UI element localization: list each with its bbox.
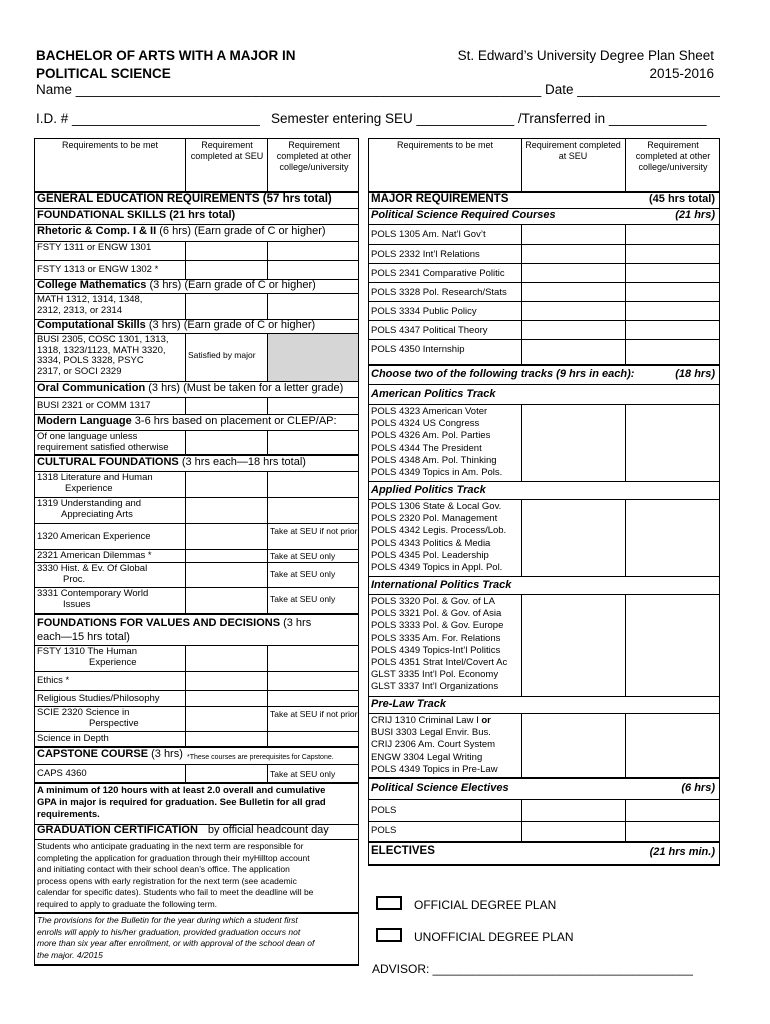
document-title	[36, 47, 296, 83]
c3331-line-1: 3331 Contemporary World	[37, 588, 149, 599]
computational-bold: Computational Skills	[37, 319, 146, 331]
course-item: POLS 4348 Am. Pol. Thinking	[371, 454, 497, 466]
math-bold: College Mathematics	[37, 279, 147, 291]
grad-text-2: completing the application for graduation through their myHilltop account	[37, 852, 310, 863]
other-cell-note: Take at SEU only	[267, 588, 358, 613]
grad-text-3: and initiating contact with their school dean’s office. The application	[37, 864, 290, 874]
oral-rest: (3 hrs) (Must be taken for a letter grade)	[145, 382, 344, 394]
required-heading	[369, 208, 719, 224]
scie-line-1: SCIE 2320 Science in	[37, 707, 130, 718]
seu-cell[interactable]	[185, 472, 267, 497]
international-list	[371, 596, 507, 694]
international-heading	[369, 576, 719, 594]
table-row[interactable]	[35, 293, 358, 319]
course-label: POLS 3334 Public Policy	[371, 306, 477, 317]
academic-year: 2015-2016	[649, 66, 714, 81]
elective-1-label: POLS	[371, 805, 397, 816]
unofficial-degree-plan-label: UNOFFICIAL DEGREE PLAN	[414, 930, 574, 944]
course-item: POLS 4349 Topics in Am. Pols.	[371, 467, 503, 479]
c1318-line-1: 1318 Literature and Human	[37, 472, 153, 483]
computational-heading	[35, 319, 358, 333]
major-heading	[369, 191, 719, 208]
capstone-rest: (3 hrs)	[148, 748, 183, 760]
course-item: POLS 4344 The President	[371, 442, 482, 454]
rhetoric-bold: Rhetoric & Comp. I & II	[37, 225, 157, 237]
seu-cell[interactable]	[521, 405, 625, 481]
capstone-label	[37, 749, 183, 760]
language-label	[37, 416, 337, 427]
ps-electives-heading	[369, 777, 719, 799]
c3330-line-1: 3330 Hist. & Ev. Of Global	[37, 563, 148, 574]
table-row[interactable]	[369, 339, 719, 364]
university-name: St. Edward’s University Degree Plan Sheet	[457, 48, 714, 63]
other-cell[interactable]	[625, 500, 719, 576]
official-degree-plan-label: OFFICIAL DEGREE PLAN	[414, 898, 557, 912]
course-item: POLS 4324 US Congress	[371, 418, 480, 430]
seu-cell[interactable]	[521, 595, 625, 696]
electives-heading	[369, 841, 719, 864]
other-cell[interactable]	[267, 691, 358, 706]
seu-cell[interactable]	[521, 264, 625, 282]
other-cell[interactable]	[625, 321, 719, 339]
minimum-line-2: GPA in major is required for graduation. See Bulletin for all grad	[37, 797, 326, 808]
other-cell-note: Take at SEU only	[267, 550, 358, 562]
values-line-2: each—15 hrs total)	[37, 631, 130, 643]
c1318-line-2: Experience	[65, 482, 113, 494]
values-rest: (3 hrs	[280, 617, 312, 629]
other-cell[interactable]	[625, 822, 719, 841]
table-row[interactable]	[35, 549, 358, 562]
table-row[interactable]	[35, 764, 358, 782]
course-label	[37, 335, 169, 377]
course-item: POLS 4349 Topics in Pre-Law	[371, 763, 498, 775]
math-heading	[35, 279, 358, 293]
course-item: CRIJ 2306 Am. Court System	[371, 739, 496, 751]
left-table	[34, 138, 359, 966]
table-row[interactable]	[369, 224, 719, 244]
university-header	[458, 47, 714, 83]
title-line-1: BACHELOR OF ARTS WITH A MAJOR IN	[36, 48, 296, 63]
left-column-header	[35, 138, 358, 191]
other-cell[interactable]	[625, 714, 719, 777]
table-row[interactable]	[369, 301, 719, 320]
prelaw-list	[371, 715, 498, 776]
other-cell[interactable]	[267, 242, 358, 260]
language-heading	[35, 414, 358, 430]
values-heading	[35, 613, 358, 645]
course-item: POLS 3320 Pol. & Gov. of LA	[371, 596, 495, 607]
bulletin-3: more than six year after enrollment, or with approval of the school dean of	[37, 938, 315, 948]
american-list	[371, 406, 502, 479]
seu-cell[interactable]	[521, 800, 625, 821]
course-item: POLS 3335 Am. For. Relations	[371, 632, 501, 644]
choose-label: Choose two of the following tracks (9 hrs in each):	[371, 368, 635, 380]
course-item: POLS 4342 Legis. Process/Lob.	[371, 525, 507, 537]
table-row[interactable]	[35, 260, 358, 279]
seu-cell: Satisfied by major	[185, 334, 267, 381]
table-row[interactable]	[369, 263, 719, 282]
language-note-1: Of one language unless	[37, 431, 138, 442]
other-cell[interactable]	[267, 732, 358, 746]
seu-cell[interactable]	[185, 242, 267, 260]
other-cell[interactable]	[267, 398, 358, 414]
course-label: Science in Depth	[37, 733, 109, 744]
table-row[interactable]	[369, 799, 719, 821]
math-courses-2: 2312, 2313, or 2314	[37, 304, 123, 316]
c3331-line-2: Issues	[63, 598, 91, 610]
course-label: POLS 2332 Int’l Relations	[371, 249, 480, 260]
course-label	[37, 432, 168, 453]
course-label	[37, 708, 139, 729]
capstone-bold: CAPSTONE COURSE	[37, 748, 149, 760]
seu-cell[interactable]	[185, 398, 267, 414]
cultural-rest: (3 hrs each—18 hrs total)	[178, 456, 306, 468]
minimum-line-1: A minimum of 120 hours with at least 2.0 overall and cumulative	[37, 785, 326, 796]
international-label: International Politics Track	[371, 579, 512, 591]
advisor-signature-line[interactable]: ADVISOR: _______________________________________	[372, 962, 693, 976]
cultural-heading	[35, 454, 358, 471]
seu-cell[interactable]	[521, 714, 625, 777]
other-cell[interactable]	[267, 472, 358, 497]
course-item: POLS 3321 Pol. & Gov. of Asia	[371, 608, 502, 620]
choose-hours: (18 hrs)	[675, 368, 715, 380]
course-item: POLS 4349 Topics-Int’l Politics	[371, 644, 501, 656]
oral-label	[37, 383, 343, 394]
graduation-rest: by official headcount day	[207, 824, 329, 836]
course-label	[37, 499, 141, 520]
foundational-label: FOUNDATIONAL SKILLS (21 hrs total)	[37, 209, 236, 221]
language-rest: 3-6 hrs based on placement or CLEP/AP:	[131, 415, 337, 427]
seu-cell[interactable]	[185, 261, 267, 279]
right-col-req-title: Requirements to be met	[396, 140, 494, 150]
seu-cell[interactable]	[521, 283, 625, 301]
course-label: POLS 4347 Political Theory	[371, 325, 488, 336]
course-label	[37, 473, 153, 494]
other-cell[interactable]	[625, 340, 719, 364]
fsty1310-line-2: Experience	[89, 656, 137, 668]
seu-cell[interactable]	[185, 765, 267, 782]
course-label	[37, 647, 137, 668]
seu-cell[interactable]	[185, 588, 267, 613]
american-heading	[369, 384, 719, 404]
other-cell[interactable]	[625, 800, 719, 821]
seu-cell[interactable]	[185, 646, 267, 671]
prelaw-course-list	[371, 727, 498, 776]
course-item: POLS 4343 Politics & Media	[371, 537, 491, 549]
math-rest: (3 hrs) (Earn grade of C or higher)	[146, 279, 316, 291]
seu-cell[interactable]	[185, 550, 267, 562]
table-row[interactable]	[369, 821, 719, 841]
course-item: POLS 3333 Pol. & Gov. Europe	[371, 620, 504, 632]
table-row[interactable]	[369, 320, 719, 339]
gen-ed-label: GENERAL EDUCATION REQUIREMENTS (57 hrs total)	[37, 193, 332, 205]
other-cell[interactable]	[625, 302, 719, 320]
c3330-line-2: Proc.	[63, 573, 86, 585]
table-row[interactable]	[35, 241, 358, 260]
rhetoric-heading	[35, 224, 358, 241]
course-item: POLS 4345 Pol. Leadership	[371, 549, 489, 561]
computational-rest: (3 hrs) (Earn grade of C or higher)	[145, 319, 316, 331]
name-date-line[interactable]: Name ______________________________________________________________ Date ___________________	[36, 82, 720, 97]
seu-cell[interactable]	[521, 340, 625, 364]
grad-text-5: calendar for specific dates). Students who fail to meet the deadline will be	[37, 887, 314, 897]
values-bold: FOUNDATIONS FOR VALUES AND DECISIONS	[37, 617, 281, 629]
seu-cell[interactable]	[185, 691, 267, 706]
course-item: POLS 4323 American Voter	[371, 406, 488, 417]
graduation-label	[37, 825, 329, 836]
seu-cell[interactable]	[185, 732, 267, 746]
course-label: POLS 3328 Pol. Research/Stats	[371, 287, 507, 298]
comp-courses-2: 1318, 1323/1123, MATH 3320,	[37, 344, 166, 356]
course-item: POLS 1306 State & Local Gov.	[371, 501, 502, 512]
course-label: FSTY 1311 or ENGW 1301	[37, 242, 152, 253]
other-cell[interactable]	[267, 672, 358, 690]
applied-heading	[369, 481, 719, 499]
prelaw-heading	[369, 696, 719, 713]
c1319-line-1: 1319 Understanding and	[37, 498, 142, 509]
seu-cell[interactable]	[521, 245, 625, 263]
seu-cell[interactable]	[521, 302, 625, 320]
course-label: POLS 2341 Comparative Politic	[371, 268, 505, 279]
course-item: ENGW 3304 Legal Writing	[371, 751, 483, 763]
other-cell[interactable]	[625, 264, 719, 282]
other-cell[interactable]	[625, 405, 719, 481]
table-row[interactable]	[35, 671, 358, 690]
course-label: FSTY 1313 or ENGW 1302 *	[37, 264, 159, 275]
electives-label: ELECTIVES	[371, 845, 435, 857]
math-label	[37, 280, 316, 291]
electives-hours: (21 hrs min.)	[649, 846, 715, 858]
unofficial-degree-plan-checkbox[interactable]	[376, 928, 402, 942]
id-semester-line[interactable]: I.D. # _________________________ Semester entering SEU _____________ /Transferred in _____________	[36, 111, 707, 126]
right-col-seu-title: Requirement completed at SEU	[525, 140, 621, 161]
applied-label: Applied Politics Track	[371, 484, 486, 496]
american-courses[interactable]	[369, 404, 719, 481]
graduation-paragraph	[37, 841, 313, 910]
comp-courses-3: 3334, POLS 3328, PSYC	[37, 355, 144, 366]
applied-list	[371, 501, 506, 574]
other-cell[interactable]	[267, 646, 358, 671]
bulletin-2: enrolls will apply to his/her graduation, provided graduation occurs not	[37, 926, 301, 937]
scie-line-2: Perspective	[89, 717, 139, 729]
course-label	[37, 564, 147, 585]
gen-ed-heading	[35, 191, 358, 208]
table-row[interactable]	[369, 244, 719, 263]
course-label: POLS 4350 Internship	[371, 344, 465, 355]
other-cell[interactable]	[625, 283, 719, 301]
bulletin-4: the major. 4/2015	[37, 949, 103, 960]
course-label	[37, 295, 142, 316]
table-row[interactable]	[35, 706, 358, 731]
seu-cell[interactable]	[185, 431, 267, 454]
elective-2-label: POLS	[371, 825, 397, 836]
other-cell[interactable]	[267, 261, 358, 279]
course-label: Religious Studies/Philosophy	[37, 693, 160, 704]
right-col-other-title: Requirement completed at other college/university	[635, 140, 711, 172]
table-row[interactable]	[369, 282, 719, 301]
minimum-text	[37, 785, 326, 821]
course-item: POLS 4349 Topics in Appl. Pol.	[371, 562, 503, 574]
other-cell-note: Take at SEU only	[267, 765, 358, 782]
other-cell[interactable]	[625, 245, 719, 263]
choose-heading	[369, 364, 719, 384]
major-label: MAJOR REQUIREMENTS	[371, 193, 509, 205]
other-cell-note: Take at SEU if not prior	[267, 707, 358, 731]
course-item: POLS 4326 Am. Pol. Parties	[371, 430, 491, 442]
grad-text-4: process opens with early registration for the next term (see academic	[37, 875, 297, 886]
required-hours: (21 hrs)	[675, 209, 715, 221]
bulletin-1: The provisions for the Bulletin for the year during which a student first	[37, 915, 298, 925]
table-row[interactable]	[35, 690, 358, 706]
bulletin-paragraph	[37, 915, 314, 961]
crij-line	[371, 715, 498, 727]
seu-cell[interactable]	[521, 500, 625, 576]
other-cell[interactable]	[267, 498, 358, 523]
course-label: BUSI 2321 or COMM 1317	[37, 400, 151, 411]
capstone-note: *These courses are prerequisites for Capstone.	[187, 754, 334, 761]
grad-text-1: Students who anticipate graduating in the next term are responsible for	[37, 841, 304, 851]
prelaw-courses[interactable]	[369, 713, 719, 777]
math-courses-1: MATH 1312, 1314, 1348,	[37, 294, 143, 305]
crij-text: CRIJ 1310 Criminal Law I	[371, 715, 482, 726]
bulletin-note	[35, 912, 358, 964]
left-col-other-title: Requirement completed at other college/university	[276, 140, 352, 172]
other-cell[interactable]	[625, 225, 719, 244]
seu-cell[interactable]	[521, 225, 625, 244]
course-label: 2321 American Dilemmas *	[37, 550, 152, 561]
table-row[interactable]	[35, 430, 358, 454]
foundational-heading	[35, 208, 358, 224]
american-label: American Politics Track	[371, 388, 496, 400]
course-label: 1320 American Experience	[37, 531, 151, 542]
table-row[interactable]	[35, 645, 358, 671]
comp-courses-1: BUSI 2305, COSC 1301, 1313,	[37, 334, 169, 345]
left-col-req-title: Requirements to be met	[61, 140, 159, 150]
seu-cell[interactable]	[185, 498, 267, 523]
right-table	[368, 138, 720, 866]
seu-cell[interactable]	[185, 672, 267, 690]
table-row[interactable]	[35, 497, 358, 523]
language-bold: Modern Language	[37, 415, 132, 427]
crij-or: or	[481, 715, 491, 726]
applied-courses[interactable]	[369, 499, 719, 576]
rhetoric-rest: (6 hrs) (Earn grade of C or higher)	[156, 225, 326, 237]
course-label: Ethics *	[37, 675, 70, 686]
other-cell[interactable]	[625, 595, 719, 696]
official-degree-plan-checkbox[interactable]	[376, 896, 402, 910]
required-label: Political Science Required Courses	[371, 209, 556, 221]
fsty1310-line-1: FSTY 1310 The Human	[37, 646, 137, 657]
grad-text-6: required to apply to graduate the following term.	[37, 898, 218, 909]
ps-electives-label: Political Science Electives	[371, 782, 509, 794]
course-label	[37, 589, 148, 610]
other-cell-note: Take at SEU only	[267, 563, 358, 587]
capstone-heading	[35, 746, 358, 764]
comp-courses-4: 2317, or SOCI 2329	[37, 365, 122, 377]
language-note-2: requirement satisfied otherwise	[37, 441, 169, 453]
minimum-hours-note	[35, 782, 358, 824]
right-column-header	[369, 138, 719, 191]
course-label: POLS 1305 Am. Nat’l Gov’t	[371, 229, 486, 240]
major-hours: (45 hrs total)	[648, 193, 715, 205]
course-item: GLST 3337 Int’l Organizations	[371, 681, 499, 693]
other-cell[interactable]	[267, 294, 358, 319]
course-item: POLS 4351 Strat Intel/Covert Ac	[371, 657, 508, 669]
table-row[interactable]	[35, 397, 358, 414]
left-col-seu-title: Requirement completed at SEU	[190, 140, 264, 161]
prelaw-label: Pre-Law Track	[371, 698, 447, 710]
course-item: POLS 2320 Pol. Management	[371, 513, 498, 525]
course-item: BUSI 3303 Legal Envir. Bus.	[371, 727, 491, 739]
cultural-label	[37, 457, 306, 468]
table-row[interactable]	[35, 587, 358, 613]
international-courses[interactable]	[369, 594, 719, 696]
computational-label	[37, 320, 315, 331]
values-label	[37, 616, 311, 644]
course-label: CAPS 4360	[37, 768, 87, 779]
other-cell	[267, 334, 358, 381]
title-line-2: POLITICAL SCIENCE	[36, 66, 171, 81]
table-row[interactable]	[35, 333, 358, 381]
rhetoric-label	[37, 226, 326, 237]
seu-cell[interactable]	[185, 707, 267, 731]
table-row[interactable]	[35, 471, 358, 497]
table-row[interactable]	[35, 562, 358, 587]
graduation-bold: GRADUATION CERTIFICATION	[37, 824, 198, 836]
graduation-text	[35, 839, 358, 912]
seu-cell[interactable]	[521, 321, 625, 339]
table-row[interactable]	[35, 523, 358, 549]
seu-cell[interactable]	[521, 822, 625, 841]
other-cell[interactable]	[267, 431, 358, 454]
table-row[interactable]	[35, 731, 358, 746]
seu-cell[interactable]	[185, 563, 267, 587]
seu-cell[interactable]	[185, 294, 267, 319]
seu-cell[interactable]	[185, 524, 267, 549]
c1319-line-2: Appreciating Arts	[61, 508, 133, 520]
ps-electives-hours: (6 hrs)	[681, 782, 715, 794]
other-cell-note: Take at SEU if not prior	[267, 524, 358, 549]
oral-bold: Oral Communication	[37, 382, 146, 394]
graduation-heading	[35, 824, 358, 839]
oral-heading	[35, 381, 358, 397]
course-item: GLST 3335 Int’l Pol. Economy	[371, 669, 499, 681]
cultural-bold: CULTURAL FOUNDATIONS	[37, 456, 179, 468]
minimum-line-3: requirements.	[37, 809, 100, 820]
